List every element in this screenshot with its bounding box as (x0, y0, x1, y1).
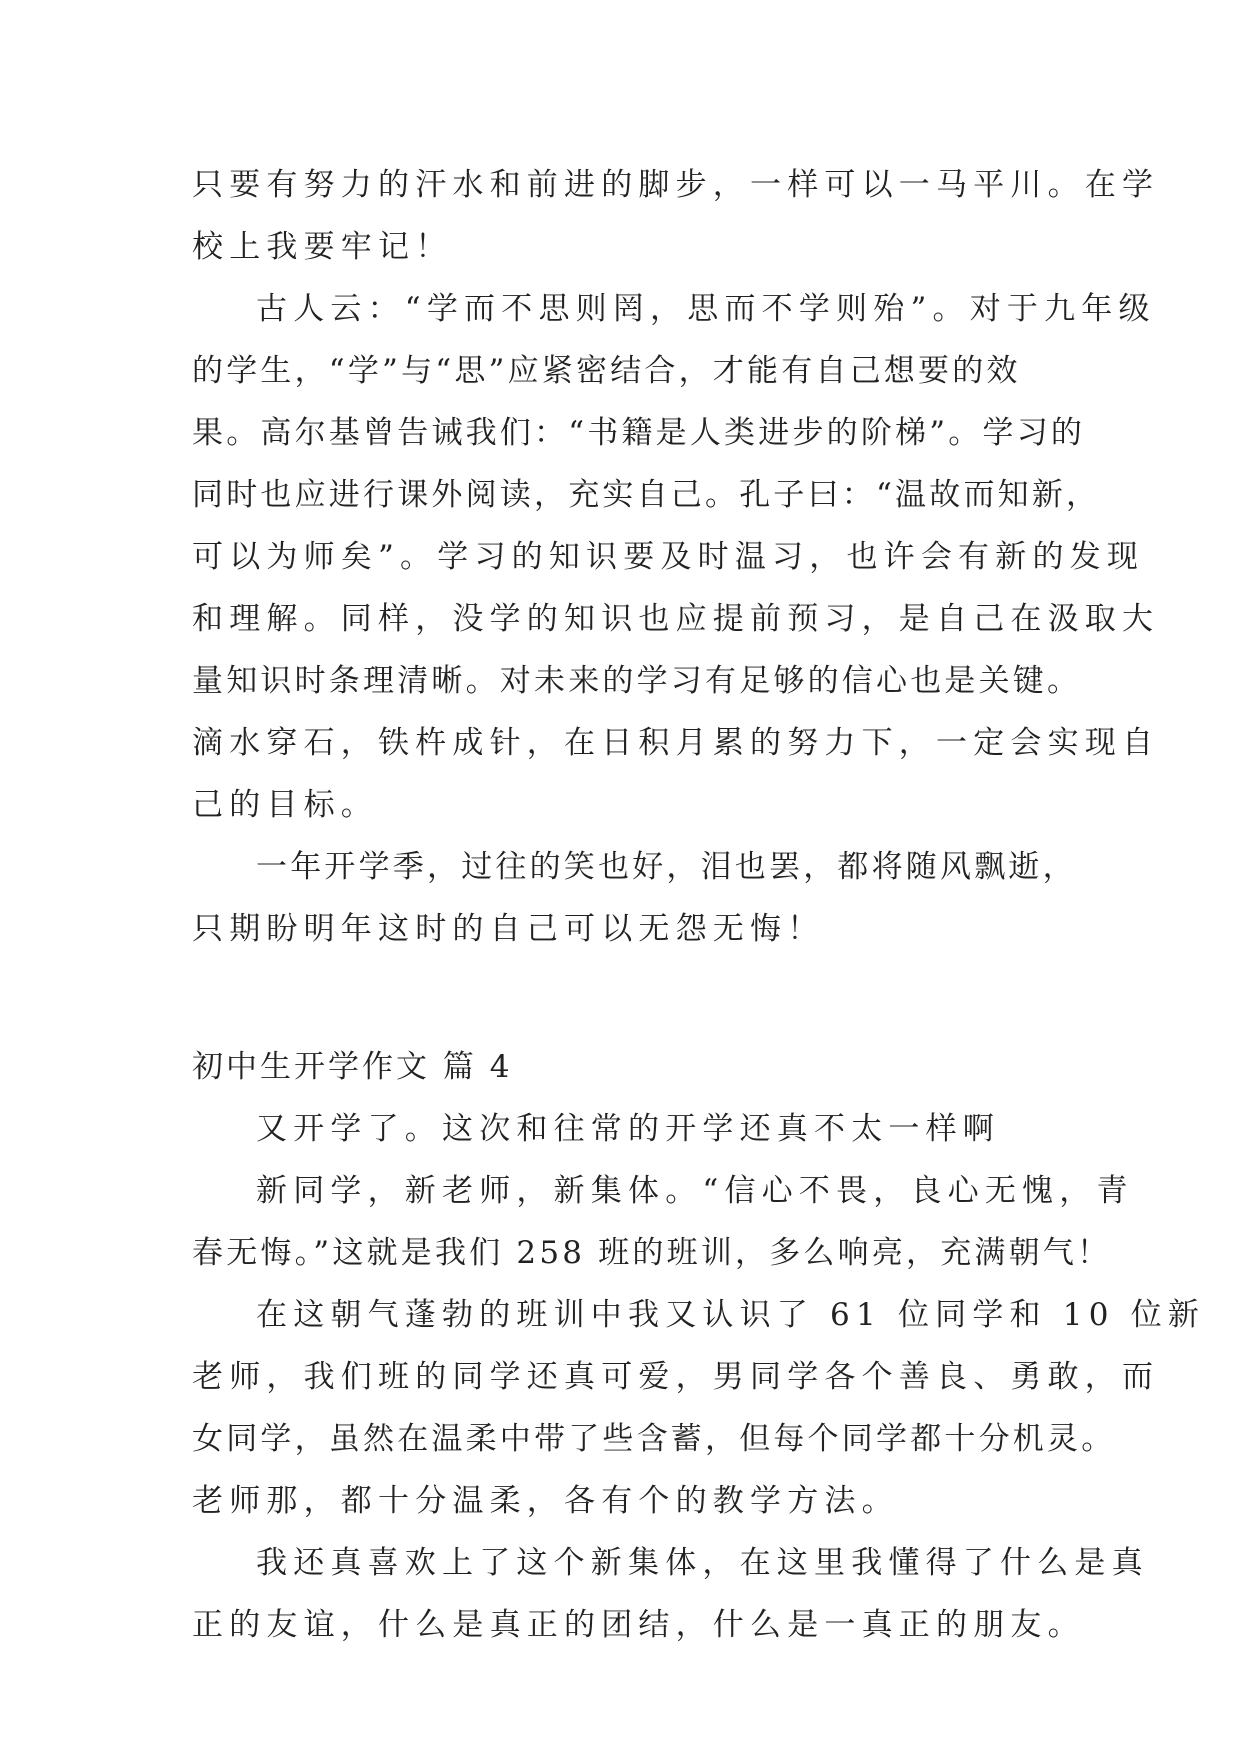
text-line: 我还真喜欢上了这个新集体，在这里我懂得了什么是真 (256, 1545, 1149, 1581)
text-line: 只期盼明年这时的自己可以无怨无悔！ (192, 911, 825, 947)
text-line: 古人云：“学而不思则罔，思而不学则殆”。对于九年级 (256, 291, 1156, 327)
text-line: 正的友谊，什么是真正的团结，什么是一真正的朋友。 (192, 1607, 1085, 1643)
text-line: 量知识时条理清晰。对未来的学习有足够的信心也是关键。 (192, 663, 1082, 699)
document-page (192, 154, 1206, 1656)
text-line: 己的目标。 (192, 787, 378, 823)
text-line: 女同学，虽然在温柔中带了些含蓄，但每个同学都十分机灵。 (192, 1421, 1116, 1457)
text-line: 的学生，“学”与“思”应紧密结合，才能有自己想要的效 (192, 353, 1021, 389)
text-line: 又开学了。这次和往常的开学还真不太一样啊 (256, 1111, 1000, 1147)
text-line: 老师那，都十分温柔，各有个的教学方法。 (192, 1483, 899, 1519)
text-line: 只要有努力的汗水和前进的脚步，一样可以一马平川。在学 (192, 167, 1160, 203)
text-line: 滴水穿石，铁杵成针，在日积月累的努力下，一定会实现自 (192, 725, 1160, 761)
text-line: 果。高尔基曾告诫我们：“书籍是人类进步的阶梯”。学习的 (192, 415, 1086, 451)
text-line: 一年开学季，过往的笑也好，泪也罢，都将随风飘逝， (256, 849, 1077, 885)
text-line: 同时也应进行课外阅读，充实自己。孔子曰：“温故而知新， (192, 477, 1101, 513)
text-line: 和理解。同样，没学的知识也应提前预习，是自己在汲取大 (192, 601, 1160, 637)
text-line: 新同学，新老师，新集体。“信心不畏，良心无愧，青 (256, 1173, 1134, 1209)
text-line: 春无悔。”这就是我们 258 班的班训，多么响亮，充满朝气！ (192, 1235, 1112, 1271)
section-gap (192, 960, 1072, 1036)
section-heading: 初中生开学作文 篇 4 (192, 1049, 513, 1085)
text-line: 在这朝气蓬勃的班训中我又认识了 61 位同学和 10 位新 (256, 1297, 1206, 1333)
text-line: 老师，我们班的同学还真可爱，男同学各个善良、勇敢，而 (192, 1359, 1160, 1395)
text-line: 可以为师矣”。学习的知识要及时温习，也许会有新的发现 (192, 539, 1145, 575)
text-line: 校上我要牢记！ (192, 229, 453, 265)
